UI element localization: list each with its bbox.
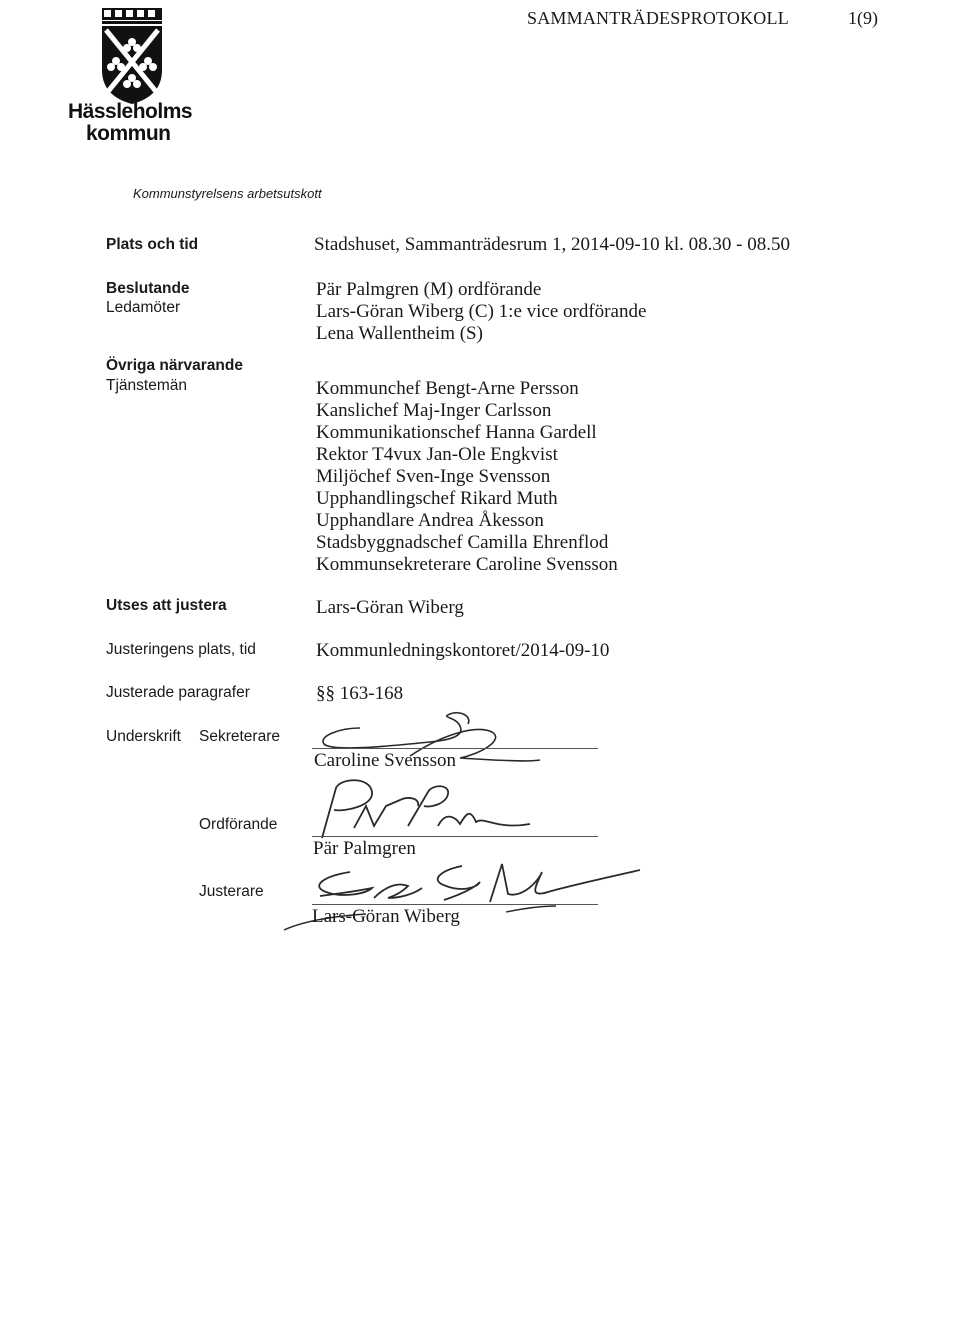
members-list <box>316 279 646 345</box>
adjustment-place-label: Justeringens plats, tid <box>106 641 256 658</box>
member-item: Pär Palmgren (M) ordförande <box>316 279 542 300</box>
signature-label: Underskrift <box>106 728 181 745</box>
member-item: Lars-Göran Wiberg (C) 1:e vice ordförande <box>316 301 647 322</box>
official-item: Miljöchef Sven-Inge Svensson <box>316 466 551 487</box>
adjuster-value: Lars-Göran Wiberg <box>316 597 464 618</box>
chair-signature-line <box>312 836 598 837</box>
chair-name: Pär Palmgren <box>313 838 416 859</box>
officials-list <box>316 378 618 576</box>
official-item: Rektor T4vux Jan-Ole Engkvist <box>316 444 558 465</box>
decision-makers-sublabel: Ledamöter <box>106 299 181 316</box>
adjuster-signature-line <box>312 904 598 905</box>
coat-of-arms-logo <box>96 6 168 106</box>
place-time-value: Stadshuset, Sammanträdesrum 1, 2014-09-10 kl. 08.30 - 08.50 <box>314 234 791 255</box>
others-present-label: Övriga närvarande <box>106 357 243 374</box>
member-item: Lena Wallentheim (S) <box>316 323 483 344</box>
official-item: Kanslichef Maj-Inger Carlsson <box>316 400 552 421</box>
others-present-sublabel: Tjänstemän <box>106 377 187 394</box>
official-item: Kommunikationschef Hanna Gardell <box>316 422 597 443</box>
secretary-role-label: Sekreterare <box>199 728 280 745</box>
adjusted-paragraphs-label: Justerade paragrafer <box>106 684 250 701</box>
secretary-name: Caroline Svensson <box>314 750 456 771</box>
committee-name: Kommunstyrelsens arbetsutskott <box>133 186 322 201</box>
adjuster-label: Utses att justera <box>106 597 227 614</box>
adjusted-paragraphs-value: §§ 163-168 <box>316 683 404 704</box>
chair-role-label: Ordförande <box>199 816 278 833</box>
place-time-label: Plats och tid <box>106 236 199 253</box>
document-type-title: SAMMANTRÄDESPROTOKOLL <box>527 8 789 28</box>
org-name-line2: kommun <box>86 122 171 145</box>
official-item: Kommunchef Bengt-Arne Persson <box>316 378 579 399</box>
adjuster-role-label: Justerare <box>199 883 264 900</box>
official-item: Upphandlingschef Rikard Muth <box>316 488 558 509</box>
official-item: Kommunsekreterare Caroline Svensson <box>316 554 618 575</box>
org-name-line1: Hässleholms <box>68 100 193 123</box>
adjuster-name: Lars-Göran Wiberg <box>312 906 460 927</box>
official-item: Upphandlare Andrea Åkesson <box>316 510 544 531</box>
decision-makers-label: Beslutande <box>106 280 190 297</box>
page-number: 1(9) <box>848 8 878 28</box>
adjustment-place-value: Kommunledningskontoret/2014-09-10 <box>316 640 610 661</box>
official-item: Stadsbyggnadschef Camilla Ehrenflod <box>316 532 609 553</box>
secretary-signature-line <box>312 748 598 749</box>
